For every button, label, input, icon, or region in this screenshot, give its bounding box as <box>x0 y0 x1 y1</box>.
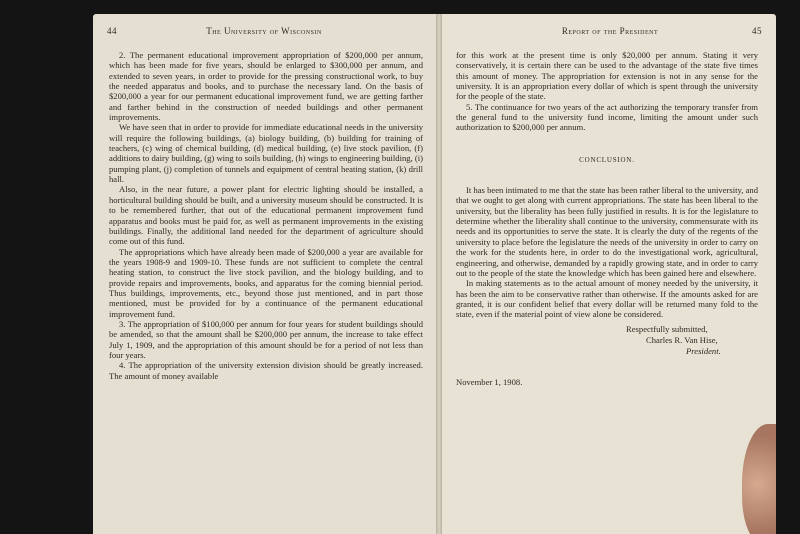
paragraph: 5. The continuance for two years of the act authorizing the temporary transfer from the general fund to the university fund income, limiting the amount under such authorization to $200,000 per annum. <box>456 101 758 133</box>
right-page-header <box>456 26 762 36</box>
thumb-image <box>742 424 776 534</box>
paragraph: 4. The appropriation of the university extension division should be greatly increased. The amount of money available <box>109 360 423 381</box>
paragraph: 2. The permanent educational improvement appropriation of $200,000 per annum, which has been made for five years, should be enlarged to $300,000 per annum, and extended to seven years, in order to provide for the pressing constructional work, to buy the needed apparatus and books, and to purchase the necessary land. On the basis of $200,000 a year for our permanent educational improvement fund, we are getting farther and farther behind in the construction of needed buildings and other permanent improvements. <box>109 50 423 123</box>
left-page-number: 44 <box>107 26 117 36</box>
paragraph: It has been intimated to me that the state has been rather liberal to the university, and that we ought to get along with current appropriations. The state has been liberal to the university, but the liberality has been fully justified in results. It is for the legislature to determine whether the liberality shall continue to the university, commensurate with its needs and its opportunities to serve the state. It is clearly the duty of the regents of the university to place before the legislature the needs of the university in order to carry on the work for the students here, in order to do the investigational work, agricultural, engineering, and otherwise, demanded by a rapidly growing state, and in order to carry out to the people of the state the knowledge which has been gained here and elsewhere. <box>456 185 758 278</box>
paragraph: Also, in the near future, a power plant for electric lighting should be installed, a horticultural building should be built, and a university museum should be constructed. It is to be remembered further, that out of the educational permanent improvement fund apparatus and books must be paid for, as well as permanent improvements in the existing buildings. Finally, the additional land needed for the department of agriculture should come out of this fund. <box>109 184 423 247</box>
right-page-number: 45 <box>752 26 762 36</box>
right-running-head: Report of the President <box>561 26 659 36</box>
paragraph: In making statements as to the actual amount of money needed by the university, it has been the aim to be conservative rather than otherwise. If the amounts asked for are granted, it is our confident belief that every dollar will be returned many fold to the state, even if the material point of view alone be considered. <box>456 278 758 320</box>
left-page-header <box>107 26 423 36</box>
closing-line: Respectfully submitted, <box>626 323 708 334</box>
signatory-title: President. <box>686 345 721 356</box>
left-page-body <box>109 50 423 381</box>
section-heading: CONCLUSION. <box>579 155 635 164</box>
right-page <box>442 14 776 534</box>
left-running-head: The University of Wisconsin <box>206 26 322 36</box>
left-page <box>93 14 437 534</box>
paragraph: We have seen that in order to provide for immediate educational needs in the university will require the following buildings, (a) biology building, (b) building for training of teachers, (c) wing of chemical building, (d) medical building, (e) live stock pavilion, (f) additions to dairy building, (g) wing to soils building, (h) wings to engineering building, (i) pumping plant, (j) completion of tunnels and equipment of central heating station, (k) drill hall. <box>109 122 423 185</box>
signatory-name: Charles R. Van Hise, <box>646 334 718 345</box>
document-date: November 1, 1908. <box>456 376 523 387</box>
signature-block <box>456 324 758 357</box>
paragraph: The appropriations which have already been made of $200,000 a year are available for the years 1908-9 and 1909-10. These funds are not sufficient to complete the central heating station, to construct the live stock pavilion, and the biology building, and to provide repairs and improvements, books, and apparatus for the coming biennial period. Thus buildings, improvements, etc., beyond those just mentioned, and in part those mentioned, must be provided for by a continuance of the permanent educational improvement fund. <box>109 246 423 319</box>
right-page-body <box>456 50 758 387</box>
paragraph: 3. The appropriation of $100,000 per annum for four years for student buildings should be amended, so that the amount shall be $200,000 per annum, the increase to take effect July 1, 1909, and the appropriation of this amount should be for a period of not less than four years. <box>109 318 423 360</box>
paragraph: for this work at the present time is only $20,000 per annum. Stating it very conservatively, it is certain there can be used to the advantage of the state five times this amount of money. The appropriation for extension is not in any sense for the university. It is an appropriation every dollar of which is spent through the university for the people of the state. <box>456 50 758 102</box>
